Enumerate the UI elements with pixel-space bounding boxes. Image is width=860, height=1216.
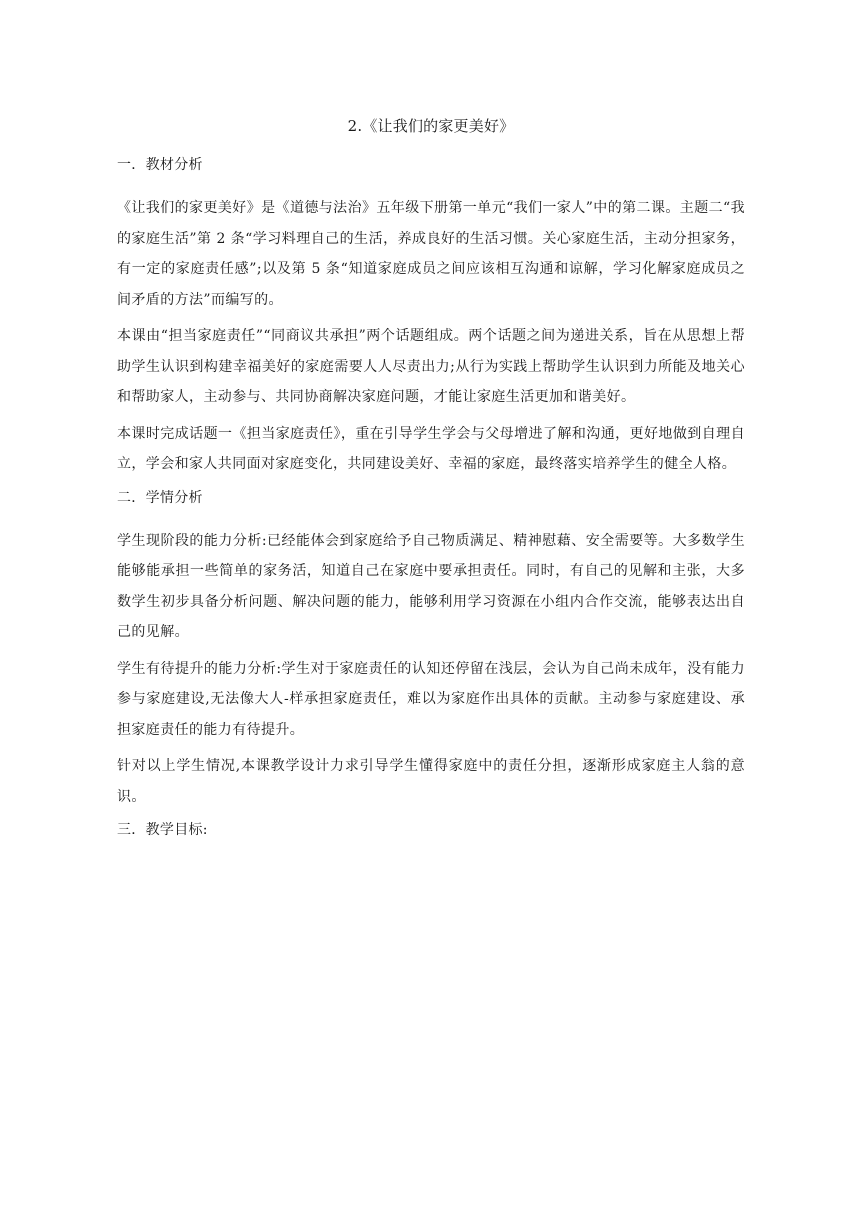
paragraph-textbook-analysis-1: 《让我们的家更美好》是《道德与法治》五年级下册第一单元“我们一家人”中的第二课。主题二“我的家庭生活”第 2 条“学习料理自己的生活，养成良好的生活习惯。关心家庭生活，主动分担家务，有一定的家庭责任感”;以及第 5 条“知道家庭成员之间应该相互沟通和谅解，学习化解家庭成员之间矛盾的方法”而编写的。 — [117, 200, 745, 308]
section-heading-teaching-goals: 三．教学目标: — [117, 822, 208, 838]
paragraph-learner-analysis-2: 学生有待提升的能力分析:学生对于家庭责任的认知还停留在浅层，会认为自己尚未成年，没有能力参与家庭建设,无法像大人-样承担家庭责任，难以为家庭作出具体的贡献。主动参与家庭建设、承担家庭责任的能力有待提升。 — [117, 660, 745, 738]
paragraph-learner-analysis-3: 针对以上学生情况,本课教学设计力求引导学生懂得家庭中的责任分担，逐渐形成家庭主人翁的意识。 — [117, 758, 745, 805]
paragraph-learner-analysis-1: 学生现阶段的能力分析:已经能体会到家庭给予自己物质满足、精神慰藉、安全需要等。大多数学生能够能承担一些简单的家务活，知道自己在家庭中要承担责任。同时，有自己的见解和主张，大多数学生初步具备分析问题、解决问题的能力，能够利用学习资源在小组内合作交流，能够表达出自己的见解。 — [117, 532, 745, 640]
paragraph-textbook-analysis-3: 本课时完成话题一《担当家庭责任》，重在引导学生学会与父母增进了解和沟通，更好地做到自理自立，学会和家人共同面对家庭变化，共同建设美好、幸福的家庭，最终落实培养学生的健全人格。 — [117, 425, 745, 472]
document-page — [117, 116, 745, 858]
paragraph-textbook-analysis-2: 本课由“担当家庭责任”“同商议共承担”两个话题组成。两个话题之间为递进关系，旨在从思想上帮助学生认识到构建幸福美好的家庭需要人人尽责出力;从行为实践上帮助学生认识到力所能及地关心和帮助家人，主动参与、共同协商解决家庭问题，才能让家庭生活更加和谐美好。 — [117, 328, 745, 405]
section-heading-textbook-analysis: 一．教材分析 — [117, 157, 203, 173]
document-title: 2.《让我们的家更美好》 — [347, 117, 515, 135]
section-heading-learner-analysis: 二．学情分析 — [117, 489, 203, 506]
